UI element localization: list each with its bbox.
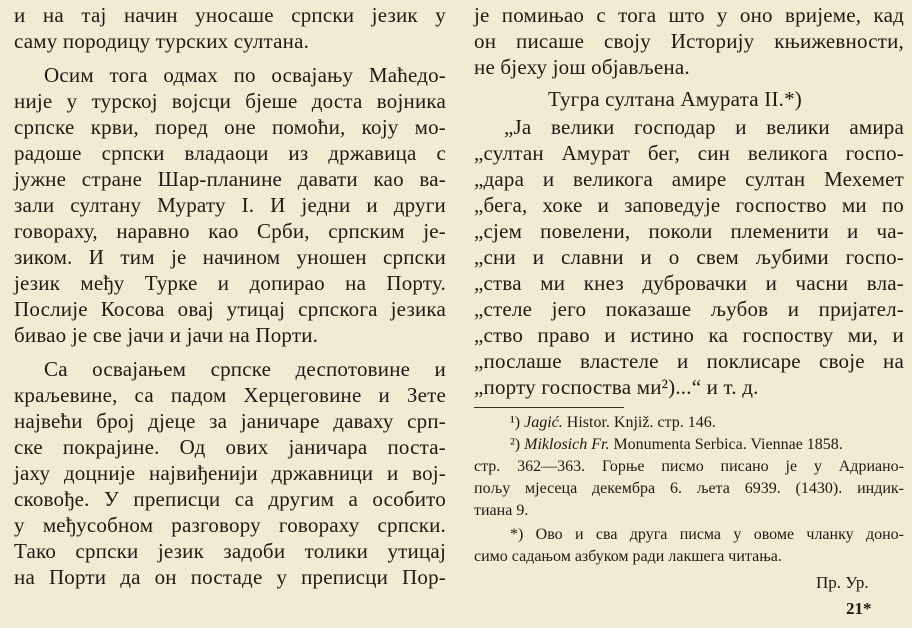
text-line: Тако српски језик задоби толики утицај <box>14 539 446 563</box>
quote-line: „сјем повелени, поколи племенити и ча- <box>474 219 904 243</box>
text-line: зали султану Мурату I. И једни и други <box>14 193 446 217</box>
quote-line: „султан Амурат бег, син великога госпо- <box>474 141 904 165</box>
footnote-line: стр. 362—363. Горње писмо писано је у Адриано- <box>474 458 904 475</box>
text-line: у међусобном разговору говораху српски. <box>14 513 446 537</box>
text-line: говораху, наравно као Срби, српским је- <box>14 219 446 243</box>
text-line: највећи број дјеце за јаничаре даваху срп- <box>14 409 446 433</box>
footnote-divider <box>474 407 624 408</box>
footnote-marker: ²) <box>510 436 521 453</box>
text-line: српске крви, поред оне помоћи, коју мо- <box>14 115 446 139</box>
text-line: на Порти да он постаде у преписци Пор- <box>14 565 446 589</box>
text-line: краљевине, са падом Херцеговине и Зете <box>14 383 446 407</box>
text-line: радоше српски владаоци из државица с <box>14 141 446 165</box>
text-line: није у турској војсци бјеше доста војника <box>14 89 446 113</box>
text-line: и на тај начин уносаше српски језик у <box>14 3 446 27</box>
quote-line: „ство право и истино ка госпоству ми, и <box>474 323 904 347</box>
quote-line: „стеле јего показаше љубов и пријател- <box>474 297 904 321</box>
quote-line: „бега, хоке и заповедује госпоство ми по <box>474 193 904 217</box>
text-line: је помињао с тога што у оно вријеме, кад <box>474 3 904 27</box>
text-line: јужне стране Шар-планине давати као ва- <box>14 167 446 191</box>
tugra-heading: Тугра султана Амурата II.*) <box>548 87 802 111</box>
footnote-marker: ¹) <box>510 414 521 431</box>
footnote-author: Miklosich Fr. <box>524 436 610 453</box>
text-line: не бјеху још објављена. <box>474 55 690 79</box>
footnote-2 <box>510 434 843 456</box>
text-line: зиком. И тим је начином уношен српски <box>14 245 446 269</box>
footnote-line: пољу мјесеца декембра 6. љета 6939. (1430). индик- <box>474 480 904 497</box>
text-line: Са освајањем српске деспотовине и <box>44 357 446 381</box>
footnote-1 <box>510 412 716 434</box>
text-line: језик међу Турке и допирао на Порту. <box>14 271 446 295</box>
text-line: саму породицу турских султана. <box>14 29 310 53</box>
footnote-text: Histor. Knjiž. стр. 146. <box>562 414 716 431</box>
quote-line: „Ја велики господар и велики амира <box>504 115 904 139</box>
footnote-author: Jagić. <box>524 414 563 431</box>
quote-line: „послаше властеле и поклисаре своје на <box>474 349 904 373</box>
quote-line: „порту госпоства ми²)...“ и т. д. <box>474 375 759 399</box>
quote-line: „дара и великога амире султан Мехемет <box>474 167 904 191</box>
footnote-line: тиана 9. <box>474 502 529 519</box>
text-line: Послије Косова овај утицај српскога језика <box>14 297 446 321</box>
quote-line: „сни и славни и о свем љубими госпо- <box>474 245 904 269</box>
quote-line: „ства ми кнез дубровачки и часни вла- <box>474 271 904 295</box>
text-line: он писаше своју Историју књижевности, <box>474 29 904 53</box>
text-line: јаху доцније највиђенији државници и вој- <box>14 461 446 485</box>
text-line: Осим тога одмах по освајању Маћедо- <box>44 63 446 87</box>
footnote-line: симо садањом азбуком ради лакшега читања. <box>474 548 782 565</box>
footnote-3: *) Ово и сва друга писма у овоме чланку доно- <box>510 526 904 543</box>
page-number: 21* <box>846 599 872 618</box>
text-line: бивао је све јачи и јачи на Порти. <box>14 323 319 347</box>
text-line: сковође. У преписци са другим а особито <box>14 487 446 511</box>
signature: Пр. Ур. <box>816 573 869 592</box>
footnote-text: Monumenta Serbica. Viennae 1858. <box>609 436 843 453</box>
text-line: ске покрајине. Од ових јаничара поста- <box>14 435 446 459</box>
